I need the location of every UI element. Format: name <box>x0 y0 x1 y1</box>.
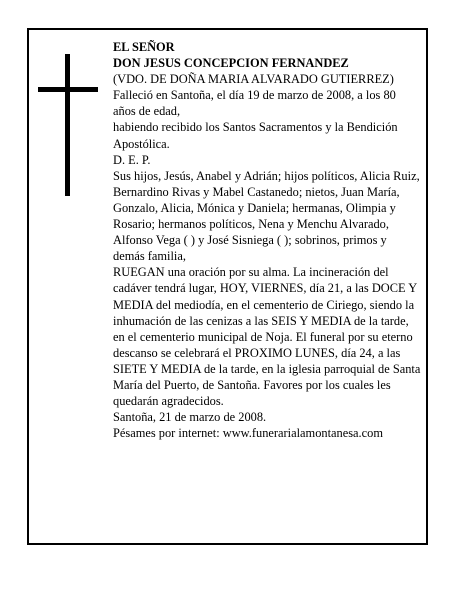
date-place: Santoña, 21 de marzo de 2008. <box>113 410 267 425</box>
cross-horizontal-bar <box>38 87 98 92</box>
deceased-title: EL SEÑOR <box>113 40 175 54</box>
family-list: Sus hijos, Jesús, Anabel y Adrián; hijos políticos, Alicia Ruiz, Bernardino Rivas y Mabel Castanedo; nietos, Juan María, Gonzalo, Alicia, Mónica y Daniela; hermanas, Olimpia y Rosario; hermanos políticos, Nena y Menchu Alvarado, Alfonso Vega ( ) y José Sisniega ( ); sobrinos, primos y demás familia, <box>113 168 420 264</box>
service-details: RUEGAN una oración por su alma. La incineración del cadáver tendrá lugar, HOY, VIERNES, día 21, a las DOCE Y MEDIA del mediodía, en el cementerio de Ciriego, siendo la inhumación de las cenizas a las SEIS Y MEDIA de la tarde, en el cementerio municipal de Noja. El funeral por su eterno descanso se celebrará el PROXIMO LUNES, día 24, a las SIETE Y MEDIA de la tarde, en la iglesia parroquial de Santa María del Puerto, de Santoña. Favores por los cuales les quedarán agradecidos. <box>113 265 421 409</box>
cross-vertical-bar <box>65 54 70 196</box>
deceased-name: DON JESUS CONCEPCION FERNANDEZ <box>113 56 349 71</box>
obituary-text <box>113 39 421 441</box>
sacraments-line: habiendo recibido los Santos Sacramentos y la Bendición Apostólica. <box>113 120 398 151</box>
widow-line: (VDO. DE DOÑA MARIA ALVARADO GUTIERREZ) <box>113 72 394 87</box>
condolences-line: Pésames por internet: www.funerarialamontanesa.com <box>113 426 383 441</box>
dep-line: D. E. P. <box>113 152 151 167</box>
death-info: Falleció en Santoña, el día 19 de marzo de 2008, a los 80 años de edad, <box>113 88 396 119</box>
